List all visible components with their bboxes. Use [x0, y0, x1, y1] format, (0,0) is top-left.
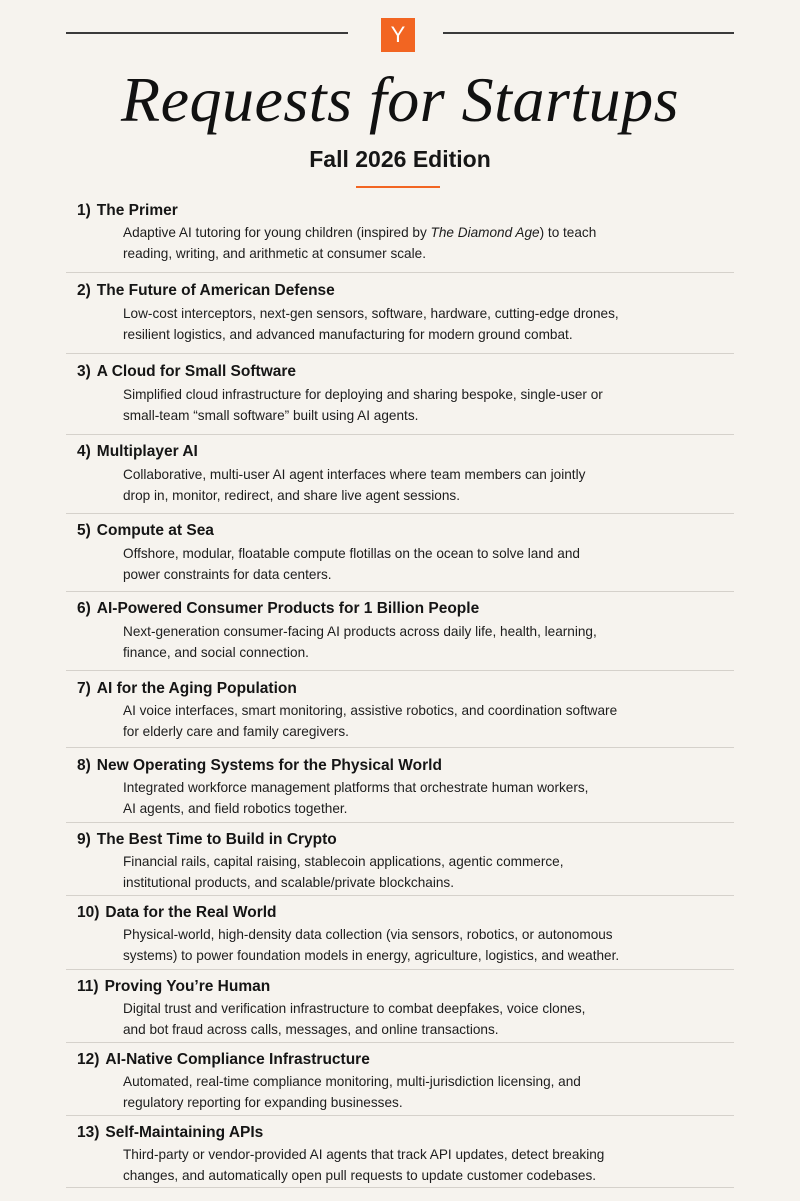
- item-title: The Primer: [96, 202, 178, 219]
- page-title: Requests for Startups: [120, 64, 680, 135]
- item-description: Automated, real-time compliance monitoring, multi-jurisdiction licensing, and regulatory reporting for expanding businesses.: [123, 1074, 581, 1110]
- item-heading: [77, 904, 277, 922]
- item-number: 13): [77, 1124, 100, 1141]
- item-title: Compute at Sea: [96, 522, 214, 539]
- accent-divider: [356, 186, 440, 188]
- item-heading: [77, 282, 335, 300]
- item-number: 8): [77, 757, 91, 774]
- item-number: 5): [77, 522, 91, 539]
- item-description: Third-party or vendor-provided AI agents that track API updates, detect breaking changes, and automatically open pull requests to update customer codebases.: [123, 1147, 605, 1183]
- list-item: [66, 970, 734, 1043]
- item-title: Multiplayer AI: [96, 443, 198, 460]
- item-number: 3): [77, 363, 91, 380]
- item-description: Offshore, modular, floatable compute flotillas on the ocean to solve land and power constraints for data centers.: [123, 546, 580, 582]
- list-item: [66, 592, 734, 671]
- list-item: [66, 748, 734, 823]
- item-title: AI-Powered Consumer Products for 1 Billion People: [96, 600, 480, 617]
- item-description: Physical-world, high-density data collection (via sensors, robotics, or autonomous systems) to power foundation models in energy, agriculture, logistics, and weather.: [123, 927, 620, 963]
- item-title: Proving You’re Human: [104, 978, 271, 995]
- item-description: Next-generation consumer-facing AI products across daily life, health, learning, finance, and social connection.: [123, 624, 597, 660]
- list-item: [66, 896, 734, 970]
- item-description: Financial rails, capital raising, stablecoin applications, agentic commerce, institutional products, and scalable/private blockchains.: [123, 854, 564, 890]
- list-item: [66, 1116, 734, 1188]
- item-heading: [77, 363, 296, 381]
- item-number: 9): [77, 831, 91, 848]
- item-title: Self-Maintaining APIs: [105, 1124, 264, 1141]
- edition-subtitle: Fall 2026 Edition: [309, 146, 491, 172]
- item-number: 11): [77, 978, 99, 995]
- list-item: [66, 273, 734, 354]
- item-title: AI-Native Compliance Infrastructure: [105, 1051, 370, 1068]
- item-heading: [77, 202, 178, 220]
- item-description: Integrated workforce management platforms that orchestrate human workers, AI agents, and field robotics together.: [123, 780, 589, 816]
- item-description: Collaborative, multi-user AI agent interfaces where team members can jointly drop in, monitor, redirect, and share live agent sessions.: [123, 467, 586, 503]
- item-title: New Operating Systems for the Physical World: [96, 757, 442, 774]
- item-heading: [77, 522, 214, 540]
- item-heading: [77, 1051, 370, 1069]
- list-item: [66, 196, 734, 273]
- item-heading: [77, 680, 297, 698]
- item-number: 7): [77, 680, 91, 697]
- item-heading: [77, 757, 442, 775]
- item-heading: [77, 978, 270, 996]
- item-title: The Best Time to Build in Crypto: [96, 831, 337, 848]
- list-item: [66, 823, 734, 896]
- item-number: 4): [77, 443, 91, 460]
- item-description: Simplified cloud infrastructure for deploying and sharing bespoke, single-user or small-team “small software” built using AI agents.: [123, 387, 603, 423]
- item-number: 2): [77, 282, 91, 299]
- item-description: Adaptive AI tutoring for young children (inspired by The Diamond Age) to teach reading, writing, and arithmetic at consumer scale.: [123, 225, 597, 261]
- item-number: 10): [77, 904, 100, 921]
- item-heading: [77, 1124, 263, 1142]
- item-title: The Future of American Defense: [96, 282, 335, 299]
- item-description: AI voice interfaces, smart monitoring, assistive robotics, and coordination software for elderly care and family caregivers.: [123, 703, 618, 739]
- top-divider-left: [66, 32, 348, 34]
- list-item: [66, 1043, 734, 1116]
- item-description: Digital trust and verification infrastructure to combat deepfakes, voice clones, and bot fraud across calls, messages, and online transactions.: [123, 1001, 586, 1037]
- item-number: 1): [77, 202, 91, 219]
- yc-logo-icon: Y: [381, 18, 415, 52]
- item-number: 6): [77, 600, 91, 617]
- list-item: [66, 435, 734, 514]
- startup-request-list: [66, 196, 734, 1188]
- item-heading: [77, 600, 479, 618]
- top-divider-right: [443, 32, 734, 34]
- list-item: [66, 514, 734, 592]
- item-title: A Cloud for Small Software: [96, 363, 297, 380]
- item-title: Data for the Real World: [105, 904, 277, 921]
- item-heading: [77, 831, 337, 849]
- item-heading: [77, 443, 198, 461]
- item-description: Low-cost interceptors, next-gen sensors, software, hardware, cutting-edge drones, resilient logistics, and advanced manufacturing for modern ground combat.: [123, 306, 619, 342]
- book-title: The Diamond Age: [430, 225, 540, 240]
- item-number: 12): [77, 1051, 100, 1068]
- item-title: AI for the Aging Population: [96, 680, 297, 697]
- list-item: [66, 354, 734, 435]
- list-item: [66, 671, 734, 748]
